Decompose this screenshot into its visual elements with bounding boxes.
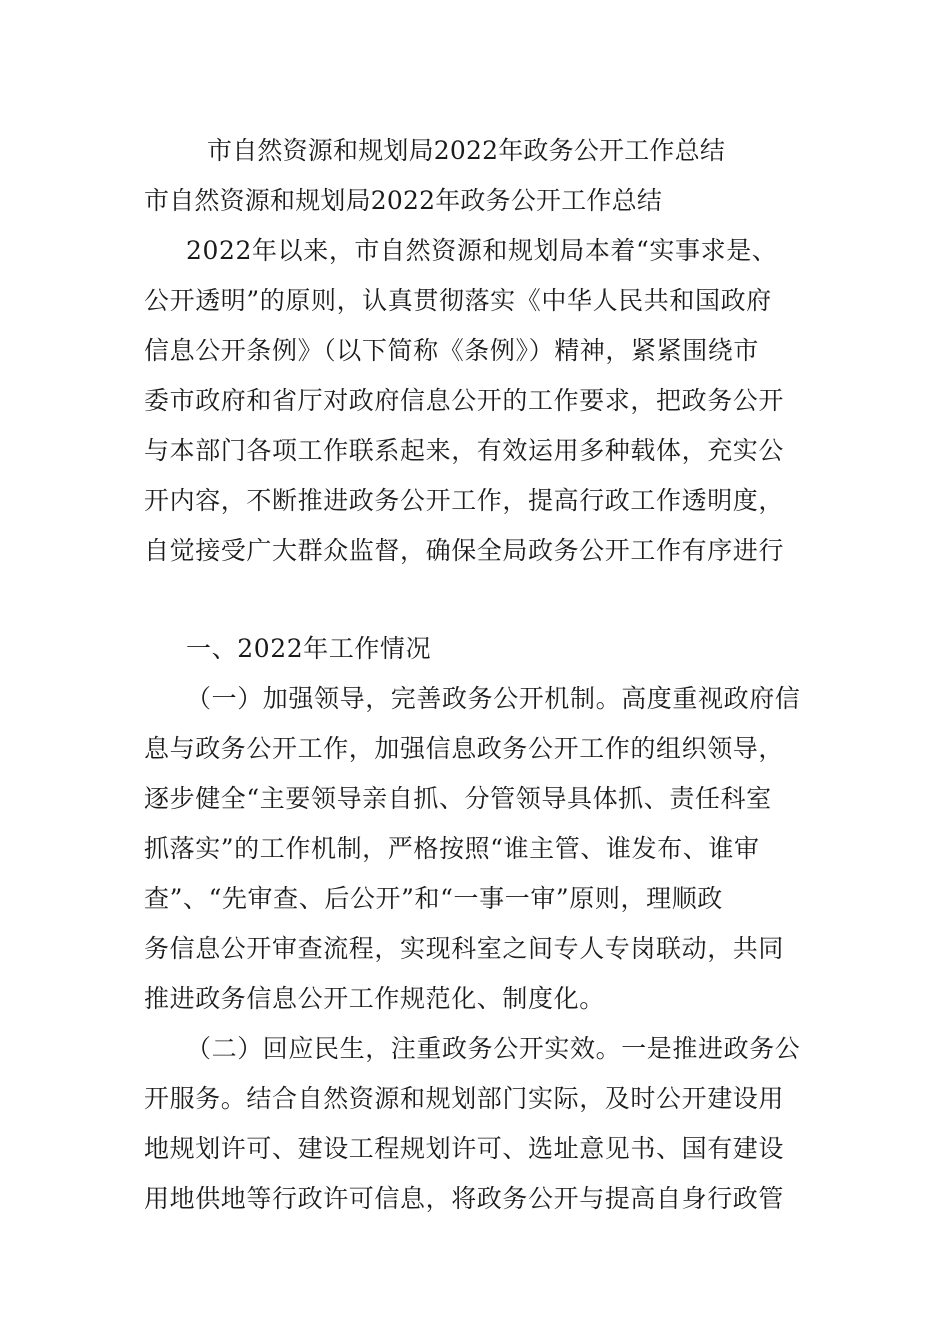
intro-line: 自觉接受广大群众监督，确保全局政务公开工作有序进行 xyxy=(144,536,785,565)
intro-line: 公开透明”的原则，认真贯彻落实《中华人民共和国政府 xyxy=(144,286,772,315)
paragraph-line: （二）回应民生，注重政务公开实效。一是推进政务公 xyxy=(186,1034,801,1063)
paragraph-line: 息与政务公开工作，加强信息政务公开工作的组织领导， xyxy=(144,734,785,763)
paragraph-line: （一）加强领导，完善政务公开机制。高度重视政府信 xyxy=(186,684,801,713)
paragraph-line: 开服务。结合自然资源和规划部门实际，及时公开建设用 xyxy=(144,1084,785,1113)
paragraph-line: 地规划许可、建设工程规划许可、选址意见书、国有建设 xyxy=(144,1134,785,1163)
intro-line: 2022年以来，市自然资源和规划局本着“实事求是、 xyxy=(186,236,778,265)
document-title: 市自然资源和规划局2022年政务公开工作总结 xyxy=(207,136,726,165)
intro-line: 委市政府和省厅对政府信息公开的工作要求，把政务公开 xyxy=(144,386,785,415)
paragraph-line: 逐步健全“主要领导亲自抓、分管领导具体抓、责任科室 xyxy=(144,784,772,813)
document-subtitle: 市自然资源和规划局2022年政务公开工作总结 xyxy=(144,186,663,215)
paragraph-line: 推进政务信息公开工作规范化、制度化。 xyxy=(144,984,605,1013)
section-heading: 一、2022年工作情况 xyxy=(186,634,432,663)
paragraph-line: 查”、“先审查、后公开”和“一事一审”原则，理顺政 xyxy=(144,884,723,913)
intro-line: 信息公开条例》（以下简称《条例》）精神，紧紧围绕市 xyxy=(144,336,760,365)
intro-line: 开内容，不断推进政务公开工作，提高行政工作透明度， xyxy=(144,486,785,515)
paragraph-line: 务信息公开审查流程，实现科室之间专人专岗联动，共同 xyxy=(144,934,785,963)
paragraph-line: 抓落实”的工作机制，严格按照“谁主管、谁发布、谁审 xyxy=(144,834,760,863)
paragraph-line: 用地供地等行政许可信息，将政务公开与提高自身行政管 xyxy=(144,1184,785,1213)
intro-line: 与本部门各项工作联系起来，有效运用多种载体，充实公 xyxy=(144,436,785,465)
